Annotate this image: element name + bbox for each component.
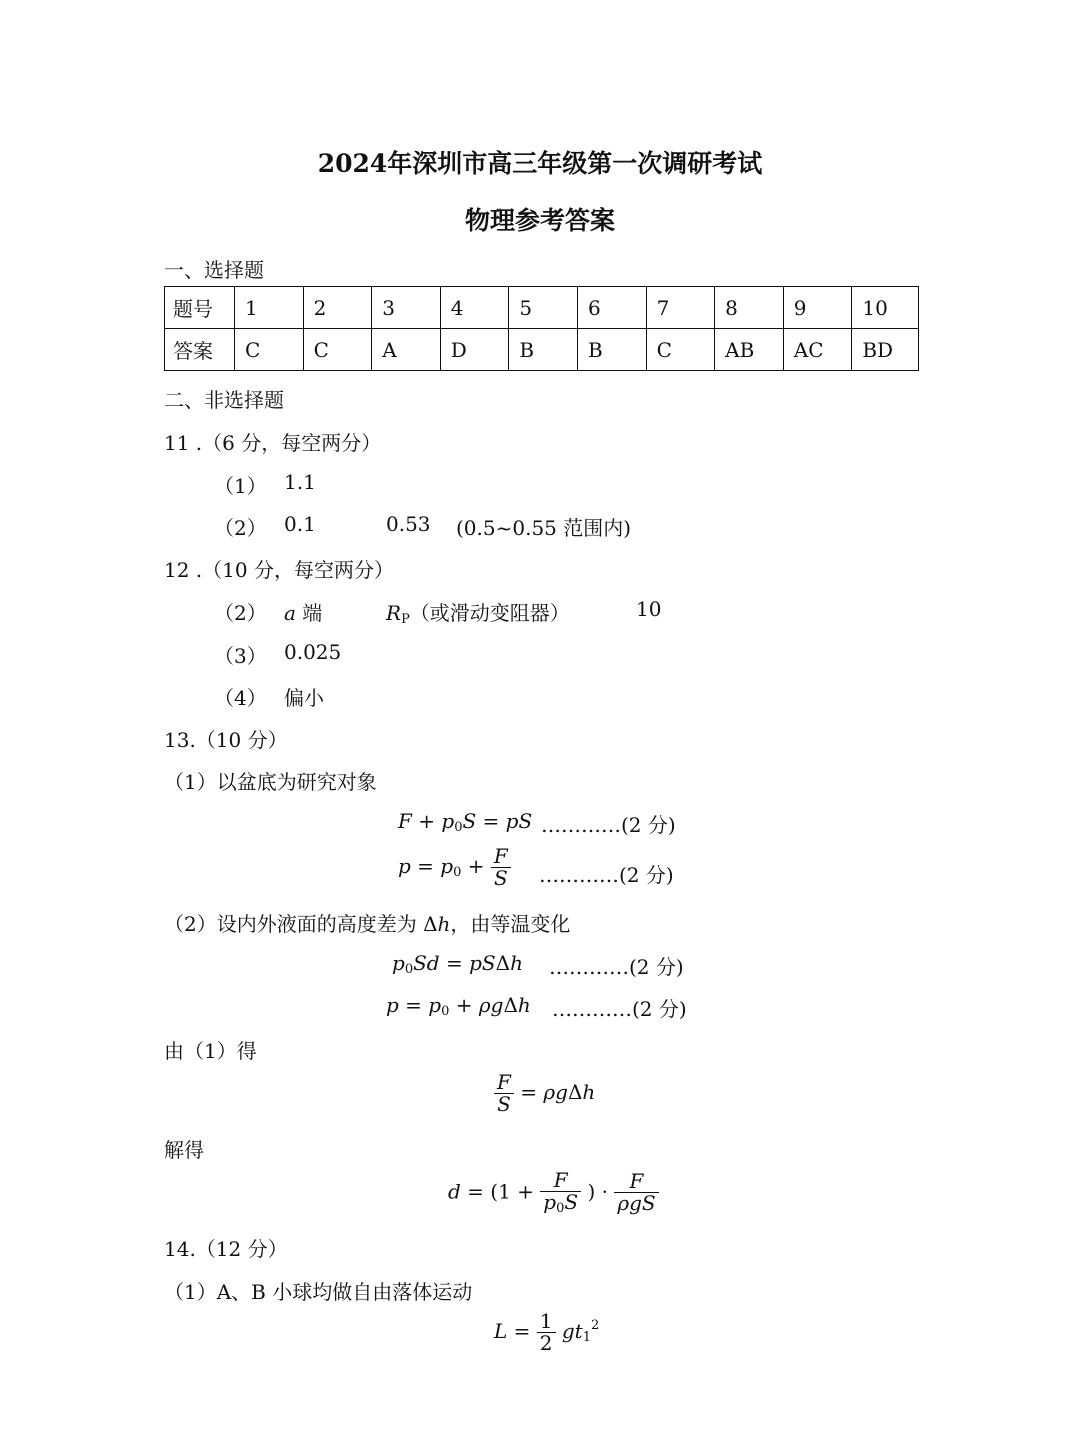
q13-score-3: …………(2 分)	[549, 955, 684, 979]
table-cell: B	[577, 329, 646, 371]
q13-equation-6: d = (1 + $\frac{F}{p_0S}$ ) · $\frac{F}{\text{ρgS}}$	[448, 1170, 659, 1216]
q11-header: 11 .（6 分，每空两分）	[164, 431, 382, 455]
table-cell: 1	[235, 287, 304, 329]
q13-part2-text: （2）设内外液面的高度差为 Δh，由等温变化	[164, 912, 571, 936]
q12-part2-a: a 端	[284, 601, 323, 625]
table-cell: 5	[509, 287, 578, 329]
section2-label: 二、非选择题	[164, 388, 284, 412]
table-row-label: 答案	[165, 329, 235, 371]
q12-part4-value: 偏小	[284, 686, 324, 710]
q11-part2-value-b: 0.53	[386, 512, 431, 536]
table-cell: AC	[783, 329, 852, 371]
table-cell: A	[372, 329, 441, 371]
table-cell: 3	[372, 287, 441, 329]
answer-table	[164, 286, 919, 371]
q14-equation-1: L = $\frac{1}{2}$ $gt_1^2$	[494, 1309, 600, 1355]
q13-equation-3: $p_0Sd = pS\Delta h$	[392, 951, 523, 977]
table-cell: C	[303, 329, 372, 371]
q13-part1-text: （1）以盆底为研究对象	[164, 770, 377, 794]
q13-equation-1: $F + p_0S$ = pS	[398, 809, 533, 835]
q12-part2-value: 10	[636, 597, 662, 621]
q12-part3-value: 0.025	[284, 640, 342, 664]
q11-part2-note: (0.5~0.55 范围内)	[456, 516, 632, 540]
table-cell: 2	[303, 287, 372, 329]
table-row-numbers	[165, 287, 919, 329]
q13-header: 13.（10 分）	[164, 728, 288, 752]
q13-score-1: …………(2 分)	[541, 813, 676, 837]
table-cell: 4	[440, 287, 509, 329]
table-cell: B	[509, 329, 578, 371]
table-row-label: 题号	[165, 287, 235, 329]
table-cell: 7	[646, 287, 715, 329]
q12-header: 12 .（10 分，每空两分）	[164, 558, 394, 582]
q12-part4-label: （4）	[214, 686, 267, 710]
q13-score-4: …………(2 分)	[552, 997, 687, 1021]
table-row-answers	[165, 329, 919, 371]
q13-from-text: 由（1）得	[164, 1039, 257, 1063]
page-title: 2024年深圳市高三年级第一次调研考试	[317, 149, 763, 178]
q13-equation-4: $p = p_0 + \rho g\Delta h$	[386, 993, 531, 1019]
table-cell: 9	[783, 287, 852, 329]
q14-part1-text: （1）A、B 小球均做自由落体运动	[164, 1280, 473, 1304]
q12-part3-label: （3）	[214, 644, 267, 668]
q11-part2-value-a: 0.1	[284, 512, 316, 536]
q11-part1-value: 1.1	[284, 470, 316, 494]
table-cell: BD	[852, 329, 919, 371]
table-cell: 8	[715, 287, 784, 329]
section1-label: 一、选择题	[164, 258, 264, 282]
table-cell: D	[440, 329, 509, 371]
q12-part2-label: （2）	[214, 601, 267, 625]
q11-part2-label: （2）	[214, 516, 267, 540]
table-cell: AB	[715, 329, 784, 371]
page-subtitle: 物理参考答案	[464, 206, 615, 235]
table-cell: C	[646, 329, 715, 371]
table-cell: 10	[852, 287, 919, 329]
table-cell: 6	[577, 287, 646, 329]
table-cell: C	[235, 329, 304, 371]
q13-score-2: …………(2 分)	[539, 863, 674, 887]
q12-part2-rp: $R_P$（或滑动变阻器）	[386, 601, 570, 627]
q14-header: 14.（12 分）	[164, 1237, 288, 1261]
q13-solve-text: 解得	[164, 1138, 204, 1162]
q13-equation-5: $\frac{F}{S}$ = ρgΔh	[494, 1072, 595, 1115]
q11-part1-label: （1）	[214, 474, 267, 498]
q13-equation-2: $p = p_0$ + $\frac{F}{S}$	[398, 846, 511, 889]
